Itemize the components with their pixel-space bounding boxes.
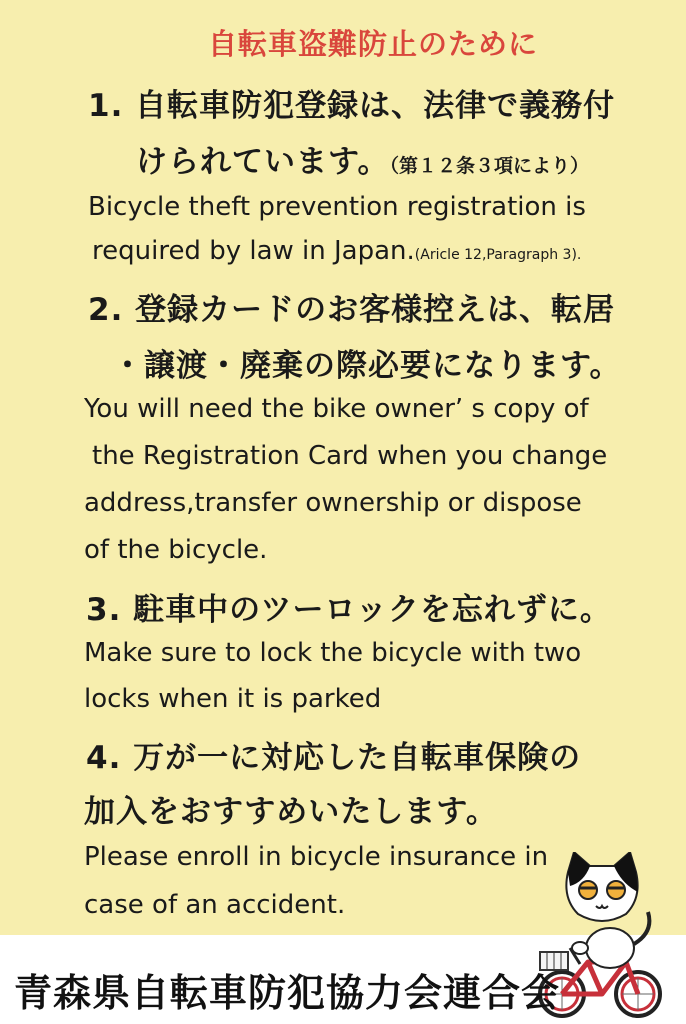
item-3-jp-line-1: 3. 駐車中のツーロックを忘れずに。 bbox=[86, 592, 612, 628]
item-2-en-line-4: of the bicycle. bbox=[84, 535, 268, 565]
item-2-jp-line-1: 2. 登録カードのお客様控えは、転居 bbox=[88, 292, 616, 328]
item-1-en-line-2: required by law in Japan.(Aricle 12,Paragraph 3). bbox=[92, 236, 582, 266]
item-4-en-line-1: Please enroll in bicycle insurance in bbox=[84, 842, 549, 872]
poster-title: 自転車盗難防止のために bbox=[207, 27, 538, 61]
item-1-en-note: (Aricle 12,Paragraph 3). bbox=[414, 247, 582, 263]
item-2-en-line-1: You will need the bike owner’ s copy of bbox=[84, 394, 589, 424]
item-2-en-line-2: the Registration Card when you change bbox=[92, 441, 608, 471]
item-1-jp-line-2: けられています。（第１２条３項により） bbox=[136, 144, 590, 180]
item-2-en-line-3: address,transfer ownership or dispose bbox=[84, 488, 582, 518]
item-3-en-line-2: locks when it is parked bbox=[84, 684, 382, 714]
item-1-jp-note: （第１２条３項により） bbox=[389, 155, 590, 177]
footer-organization: 青森県自転車防犯協力会連合会 bbox=[14, 971, 561, 1015]
item-1-en-line-1: Bicycle theft prevention registration is bbox=[88, 192, 586, 222]
item-4-jp-line-2: 加入をおすすめいたします。 bbox=[84, 794, 498, 830]
item-1-jp-line-1: 1. 自転車防犯登録は、法律で義務付 bbox=[88, 88, 616, 124]
item-4-jp-line-1: 4. 万が一に対応した自転車保険の bbox=[86, 740, 582, 776]
item-2-jp-line-2: ・譲渡・廃棄の際必要になります。 bbox=[112, 348, 622, 384]
item-3-en-line-1: Make sure to lock the bicycle with two bbox=[84, 638, 582, 668]
item-4-en-line-2: case of an accident. bbox=[84, 890, 346, 920]
